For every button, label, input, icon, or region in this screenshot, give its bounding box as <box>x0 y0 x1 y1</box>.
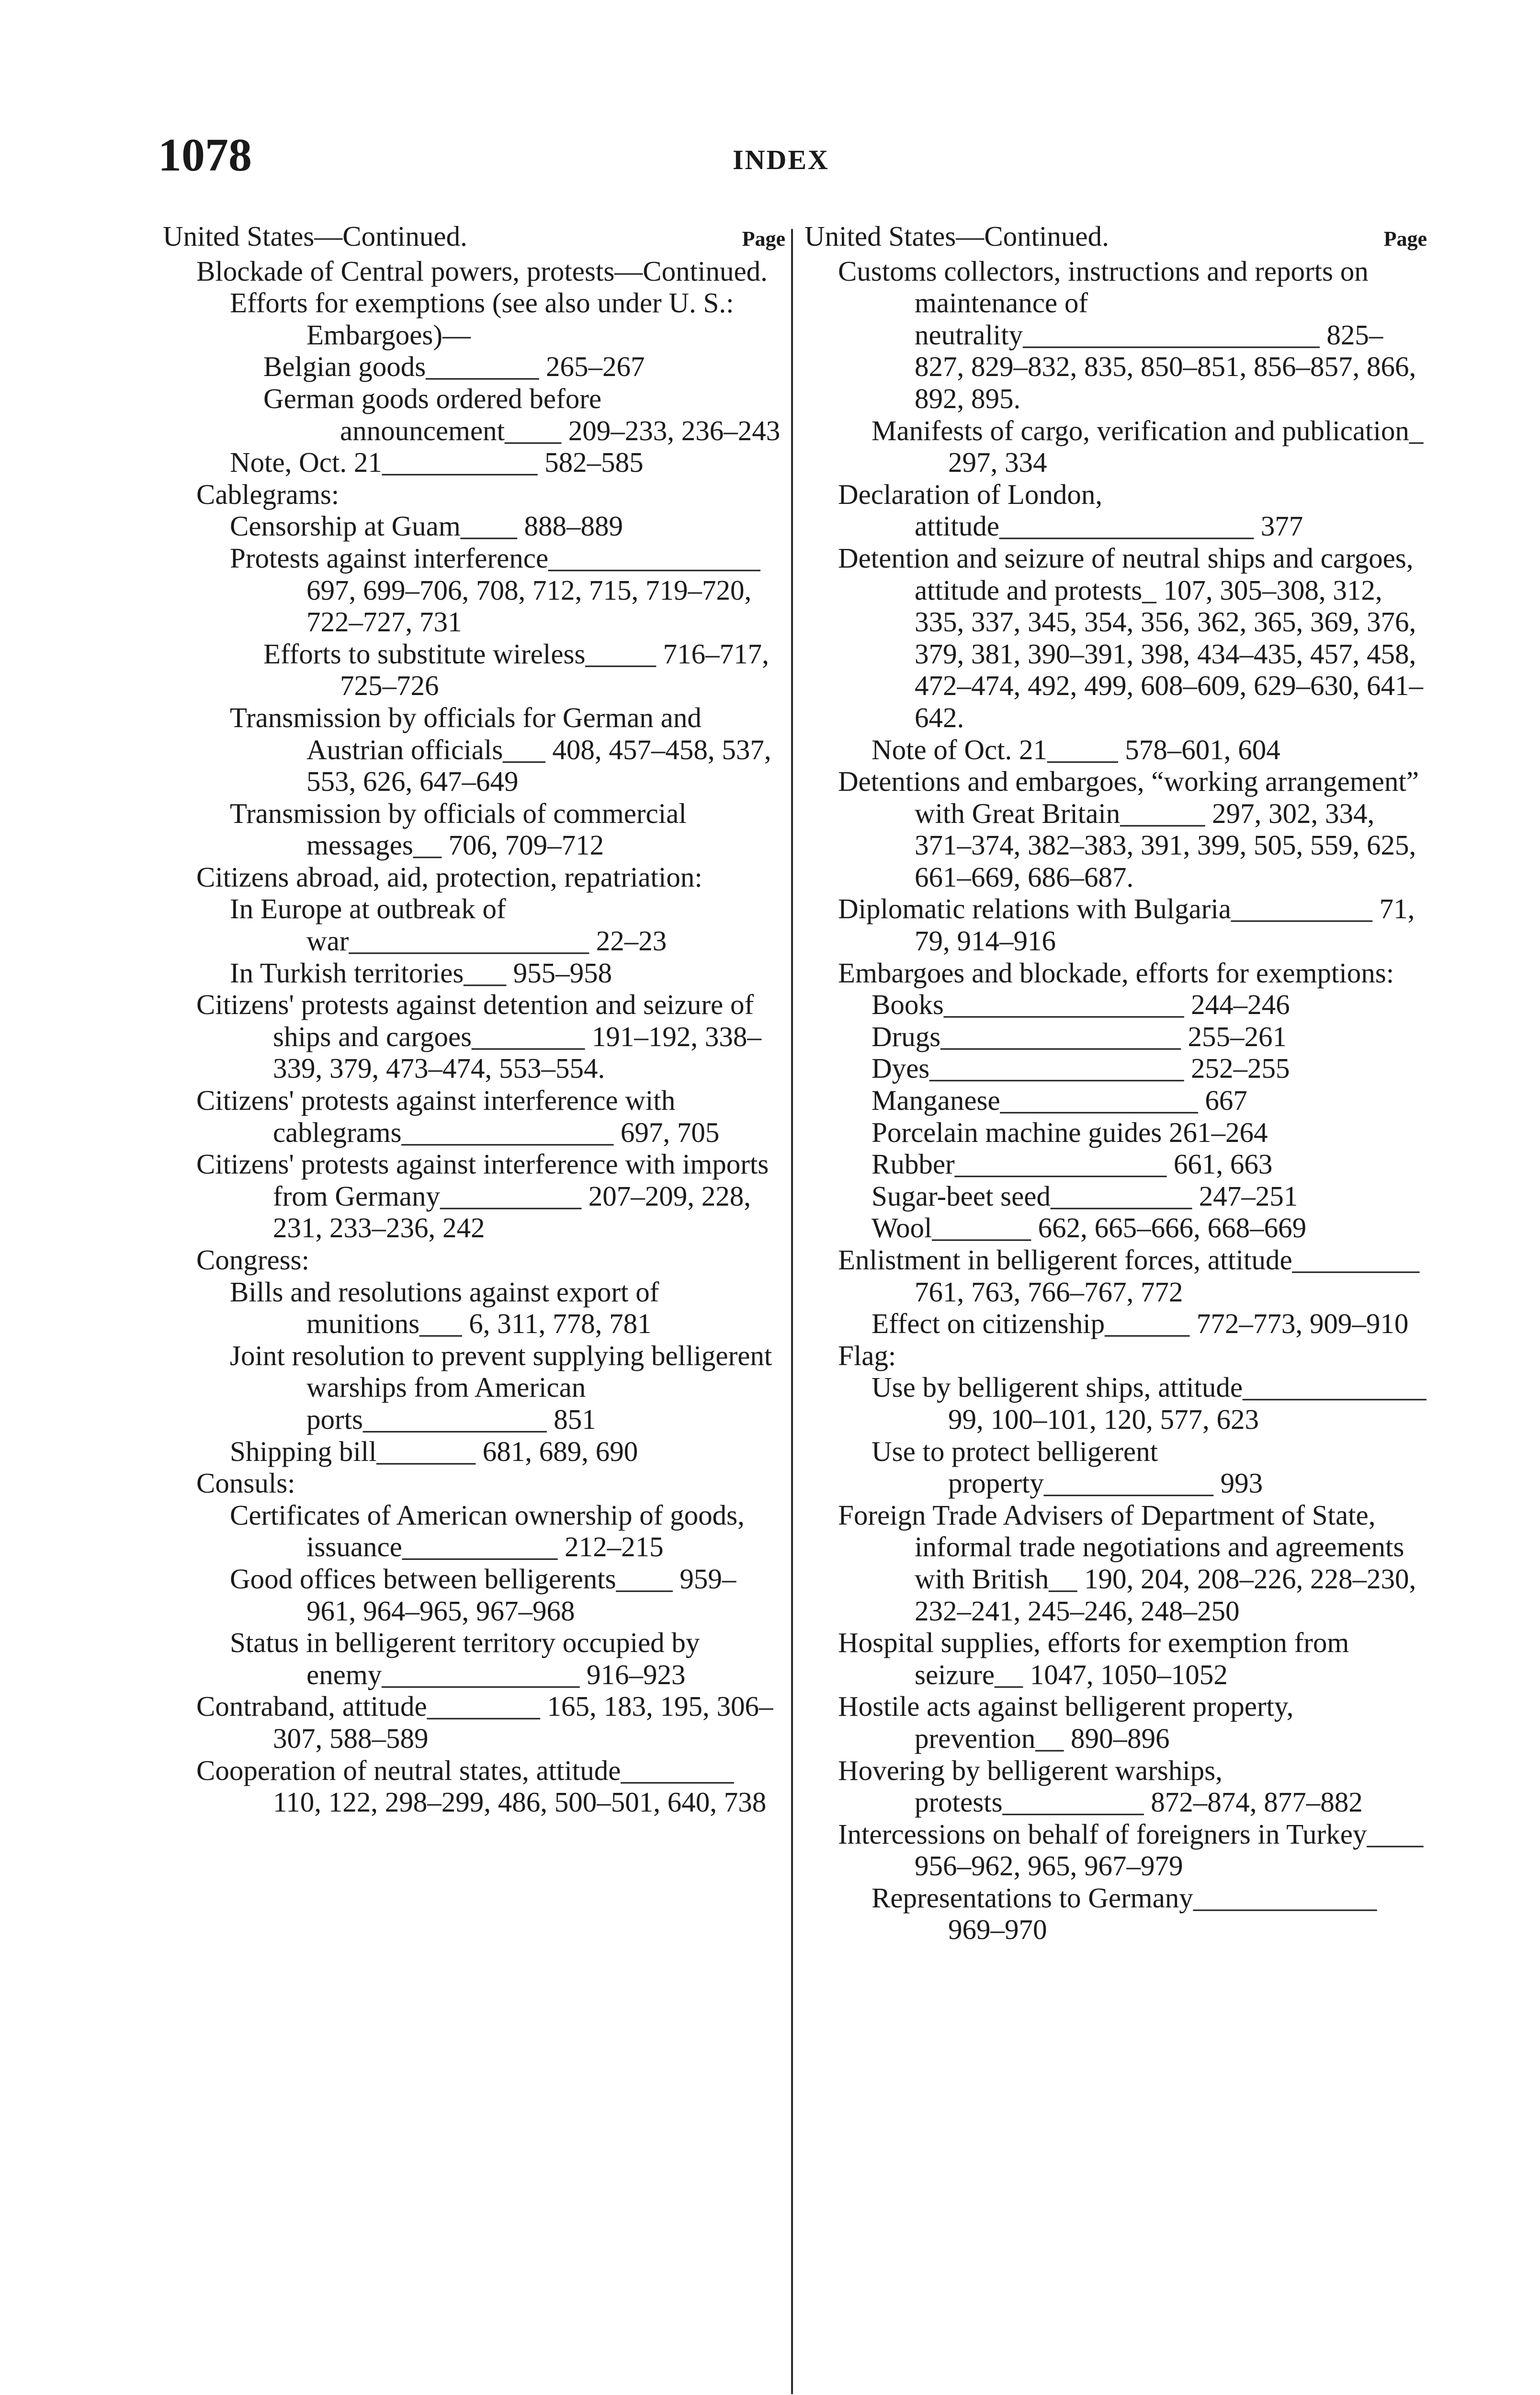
index-entry: Wool_______ 662, 665–666, 668–669 <box>872 1212 1307 1244</box>
left-column <box>163 220 785 1818</box>
column-heading <box>804 220 1427 255</box>
index-entry: Flag: <box>838 1339 896 1371</box>
page-label: Page <box>742 227 785 251</box>
index-entry: Enlistment in belligerent forces, attitude_________ 761, 763, 766–767, 772 <box>838 1244 1420 1308</box>
index-entry: Transmission by officials for German and Austrian officials___ 408, 457–458, 537, 553, 626, 647–649 <box>230 701 771 798</box>
index-entry: Use to protect belligerent property____________ 993 <box>872 1435 1263 1499</box>
heading-text: United States—Continued. <box>163 220 467 252</box>
index-entry: Use by belligerent ships, attitude_____________ 99, 100–101, 120, 577, 623 <box>872 1371 1427 1435</box>
index-entry: Citizens' protests against interference with cablegrams_______________ 697, 705 <box>196 1084 720 1148</box>
page-label: Page <box>1383 227 1427 251</box>
index-entry: Congress: <box>196 1244 309 1276</box>
index-entry: Certificates of American ownership of goods, issuance___________ 212–215 <box>230 1499 745 1563</box>
index-entry: Efforts for exemptions (see also under U. S.: Embargoes)— <box>230 287 734 351</box>
index-entry: Intercessions on behalf of foreigners in Turkey____ 956–962, 965, 967–979 <box>838 1818 1424 1882</box>
index-entry: Hovering by belligerent warships, protests__________ 872–874, 877–882 <box>838 1754 1363 1818</box>
index-entry: Good offices between belligerents____ 959–961, 964–965, 967–968 <box>230 1562 736 1627</box>
index-entry: Dyes__________________ 252–255 <box>872 1052 1290 1084</box>
index-entry: Transmission by officials of commercial messages__ 706, 709–712 <box>230 797 687 861</box>
index-entry: Citizens abroad, aid, protection, repatriation: <box>196 861 702 893</box>
running-header: INDEX <box>733 144 829 175</box>
right-entries <box>804 255 1427 1946</box>
index-entry: Consuls: <box>196 1467 295 1499</box>
index-entry: Rubber_______________ 661, 663 <box>872 1148 1273 1180</box>
left-entries <box>163 255 785 1818</box>
heading-text: United States—Continued. <box>804 220 1109 252</box>
index-entry: Hospital supplies, efforts for exemption from seizure__ 1047, 1050–1052 <box>838 1627 1349 1690</box>
column-heading <box>163 220 785 255</box>
index-entry: Books_________________ 244–246 <box>872 989 1290 1021</box>
index-entry: Joint resolution to prevent supplying belligerent warships from American ports_____________ 851 <box>230 1339 772 1435</box>
index-entry: Protests against interference_______________ 697, 699–706, 708, 712, 715, 719–720, 722–727, 731 <box>230 542 760 638</box>
index-entry: In Europe at outbreak of war_________________ 22–23 <box>230 893 667 957</box>
index-entry: Contraband, attitude________ 165, 183, 195, 306–307, 588–589 <box>196 1690 773 1754</box>
index-entry: Efforts to substitute wireless_____ 716–717, 725–726 <box>263 638 769 702</box>
index-entry: Citizens' protests against detention and seizure of ships and cargoes________ 191–192, 338–339, 379, 473–474, 553–554. <box>196 989 761 1084</box>
index-entry: In Turkish territories___ 955–958 <box>230 957 612 989</box>
index-entry: Note of Oct. 21_____ 578–601, 604 <box>872 733 1280 765</box>
right-column <box>804 220 1427 1946</box>
index-entry: German goods ordered before announcement____ 209–233, 236–243 <box>263 382 781 446</box>
index-entry: Sugar-beet seed__________ 247–251 <box>872 1180 1298 1212</box>
index-entry: Declaration of London, attitude__________________ 377 <box>838 478 1303 542</box>
index-entry: Censorship at Guam____ 888–889 <box>230 510 623 542</box>
index-entry: Detentions and embargoes, “working arrangement” with Great Britain______ 297, 302, 334, 371–374, 382–383, 391, 399, 505, 559, 625, 661–669, 686–687. <box>838 765 1419 893</box>
index-entry: Detention and seizure of neutral ships and cargoes, attitude and protests_ 107, 305–308, 312, 335, 337, 345, 354, 356, 362, 365, 369, 376, 379, 381, 390–391, 398, 434–435, 457, 458, 472–474, 492, 499, 608–609, 629–630, 641–642. <box>838 542 1423 733</box>
index-entry: Embargoes and blockade, efforts for exemptions: <box>838 957 1394 989</box>
column-divider <box>791 229 793 2394</box>
index-entry: Effect on citizenship______ 772–773, 909–910 <box>872 1308 1409 1340</box>
index-entry: Bills and resolutions against export of munitions___ 6, 311, 778, 781 <box>230 1276 659 1340</box>
page-number: 1078 <box>158 129 252 181</box>
index-entry: Citizens' protests against interference with imports from Germany__________ 207–209, 228, 231, 233–236, 242 <box>196 1148 769 1244</box>
index-entry: Customs collectors, instructions and reports on maintenance of neutrality_____________________ 825–827, 829–832, 835, 850–851, 856–857, 866, 892, 895. <box>838 255 1416 414</box>
index-entry: Shipping bill_______ 681, 689, 690 <box>230 1435 638 1467</box>
index-entry: Belgian goods________ 265–267 <box>263 351 645 383</box>
index-entry: Cooperation of neutral states, attitude________ 110, 122, 298–299, 486, 500–501, 640, 738 <box>196 1754 767 1818</box>
index-entry: Manganese______________ 667 <box>872 1084 1247 1117</box>
index-entry: Drugs_________________ 255–261 <box>872 1020 1287 1052</box>
index-entry: Blockade of Central powers, protests—Continued. <box>196 255 768 287</box>
index-entry: Diplomatic relations with Bulgaria__________ 71, 79, 914–916 <box>838 893 1415 957</box>
index-entry: Note, Oct. 21___________ 582–585 <box>230 446 644 479</box>
index-entry: Status in belligerent territory occupied by enemy______________ 916–923 <box>230 1627 700 1690</box>
index-entry: Cablegrams: <box>196 478 340 510</box>
index-entry: Representations to Germany_____________ 969–970 <box>872 1882 1377 1946</box>
index-entry: Hostile acts against belligerent property, prevention__ 890–896 <box>838 1690 1294 1754</box>
index-entry: Manifests of cargo, verification and publication_ 297, 334 <box>872 414 1424 479</box>
index-entry: Foreign Trade Advisers of Department of State, informal trade negotiations and agreements with British__ 190, 204, 208–226, 228–230, 232–241, 245–246, 248–250 <box>838 1499 1416 1627</box>
index-entry: Porcelain machine guides 261–264 <box>872 1116 1268 1148</box>
